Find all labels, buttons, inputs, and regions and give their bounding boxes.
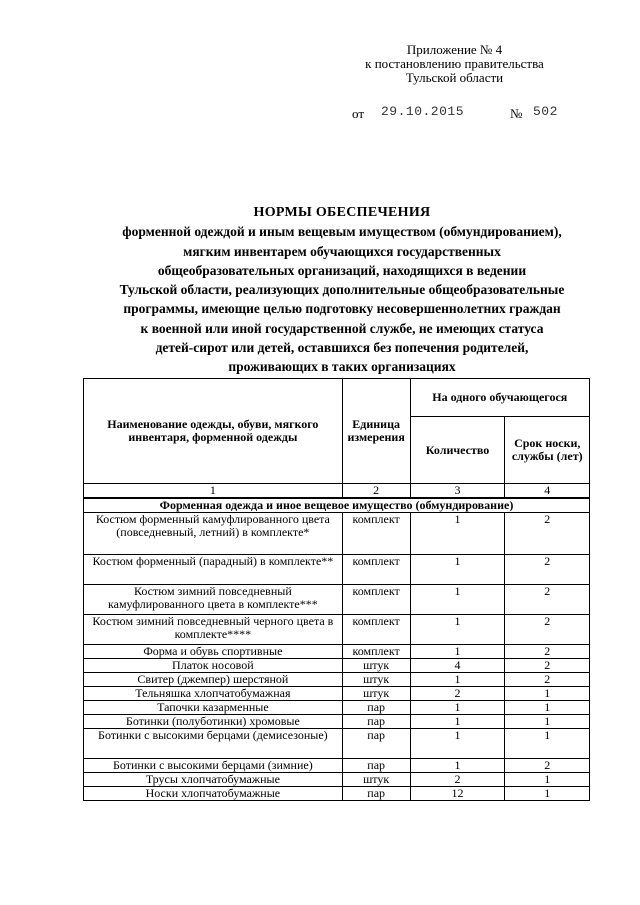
table-row: [84, 585, 590, 615]
item-unit: штук: [342, 687, 410, 701]
header-per-student: На одного обучающегося: [410, 379, 589, 417]
appendix-reference: к постановлению правительства: [365, 56, 544, 71]
item-name: Ботинки с высокими берцами (демисезоные): [84, 729, 343, 759]
item-term: 1: [505, 729, 590, 759]
item-unit: штук: [342, 659, 410, 673]
item-quantity: 1: [410, 729, 505, 759]
item-name: Костюм зимний повседневный камуфлированного цвета в комплекте***: [84, 585, 343, 615]
item-term: 1: [505, 701, 590, 715]
item-term: 2: [505, 673, 590, 687]
item-quantity: 1: [410, 585, 505, 615]
item-quantity: 1: [410, 759, 505, 773]
item-unit: пар: [342, 715, 410, 729]
item-quantity: 1: [410, 701, 505, 715]
item-quantity: 1: [410, 615, 505, 645]
table-row: [84, 729, 590, 759]
column-number: 4: [505, 484, 590, 499]
appendix-region: Тульской области: [405, 70, 504, 85]
item-unit: штук: [342, 773, 410, 787]
item-quantity: 1: [410, 513, 505, 555]
item-unit: комплект: [342, 615, 410, 645]
item-unit: комплект: [342, 585, 410, 615]
item-term: 2: [505, 759, 590, 773]
appendix-number: Приложение № 4: [406, 42, 503, 57]
item-unit: пар: [342, 729, 410, 759]
table-row: [84, 687, 590, 701]
item-name: Костюм форменный камуфлированного цвета (повседневный, летний) в комплекте*: [84, 513, 343, 555]
section-row: [84, 498, 590, 513]
item-quantity: 2: [410, 687, 505, 701]
table-row: [84, 645, 590, 659]
number-label: №: [510, 106, 523, 121]
item-name: Ботинки (полуботинки) хромовые: [84, 715, 343, 729]
column-number: 2: [342, 484, 410, 499]
table-row: [84, 759, 590, 773]
item-unit: штук: [342, 673, 410, 687]
item-unit: комплект: [342, 513, 410, 555]
title-line: детей-сирот или детей, оставшихся без попечения родителей,: [155, 340, 529, 356]
item-term: 2: [505, 659, 590, 673]
item-name: Костюм форменный (парадный) в комплекте**: [84, 555, 343, 585]
item-unit: пар: [342, 787, 410, 801]
title-line: проживающих в таких организациях: [228, 359, 456, 375]
title-line: форменной одеждой и иным вещевым имуществом (обмундированием),: [122, 224, 562, 240]
table-row: [84, 787, 590, 801]
title-line: мягким инвентарем обучающихся государственных: [183, 243, 501, 259]
item-quantity: 1: [410, 555, 505, 585]
item-unit: комплект: [342, 645, 410, 659]
date-label: от: [352, 106, 365, 121]
document-date: 29.10.2015: [381, 104, 465, 119]
section-title: Форменная одежда и иное вещевое имущество (обмундирование): [84, 498, 590, 513]
item-name: Тапочки казарменные: [84, 701, 343, 715]
item-quantity: 4: [410, 659, 505, 673]
item-name: Форма и обувь спортивные: [84, 645, 343, 659]
document-title: [82, 203, 602, 377]
header-quantity: Количество: [410, 417, 505, 484]
header-unit: Единица измерения: [342, 379, 410, 484]
item-name: Костюм зимний повседневный черного цвета в комплекте****: [84, 615, 343, 645]
item-term: 2: [505, 585, 590, 615]
table-row: [84, 513, 590, 555]
table-row: [84, 615, 590, 645]
item-quantity: 12: [410, 787, 505, 801]
item-name: Платок носовой: [84, 659, 343, 673]
table-row: [84, 659, 590, 673]
title-line: общеобразовательных организаций, находящихся в ведении: [157, 262, 527, 278]
item-name: Свитер (джемпер) шерстяной: [84, 673, 343, 687]
item-term: 1: [505, 773, 590, 787]
header-term: Срок носки, службы (лет): [505, 417, 590, 484]
item-quantity: 2: [410, 773, 505, 787]
column-number: 3: [410, 484, 505, 499]
item-name: Тельняшка хлопчатобумажная: [84, 687, 343, 701]
title-main: НОРМЫ ОБЕСПЕЧЕНИЯ: [253, 205, 431, 220]
item-unit: пар: [342, 759, 410, 773]
item-name: Трусы хлопчатобумажные: [84, 773, 343, 787]
appendix-header: [342, 43, 567, 85]
item-term: 1: [505, 687, 590, 701]
item-quantity: 1: [410, 715, 505, 729]
item-quantity: 1: [410, 645, 505, 659]
item-unit: пар: [342, 701, 410, 715]
item-unit: комплект: [342, 555, 410, 585]
item-name: Носки хлопчатобумажные: [84, 787, 343, 801]
table-row: [84, 555, 590, 585]
table-row: [84, 701, 590, 715]
title-line: Тульской области, реализующих дополнительные общеобразовательные: [119, 282, 565, 298]
norms-table: [83, 378, 590, 801]
item-name: Ботинки с высокими берцами (зимние): [84, 759, 343, 773]
table-row: [84, 773, 590, 787]
table-row: [84, 715, 590, 729]
item-term: 2: [505, 645, 590, 659]
item-term: 1: [505, 715, 590, 729]
item-term: 1: [505, 787, 590, 801]
item-term: 2: [505, 513, 590, 555]
title-line: программы, имеющие целью подготовку несовершеннолетних граждан: [123, 301, 561, 317]
table-row: [84, 673, 590, 687]
item-quantity: 1: [410, 673, 505, 687]
item-term: 2: [505, 615, 590, 645]
column-number: 1: [84, 484, 343, 499]
column-number-row: [84, 484, 590, 499]
document-number: 502: [533, 104, 558, 119]
title-line: к военной или иной государственной службе, не имеющих статуса: [140, 320, 544, 336]
registration-line: [352, 106, 572, 122]
item-term: 2: [505, 555, 590, 585]
header-item-name: Наименование одежды, обуви, мягкого инвентаря, форменной одежды: [84, 379, 343, 484]
